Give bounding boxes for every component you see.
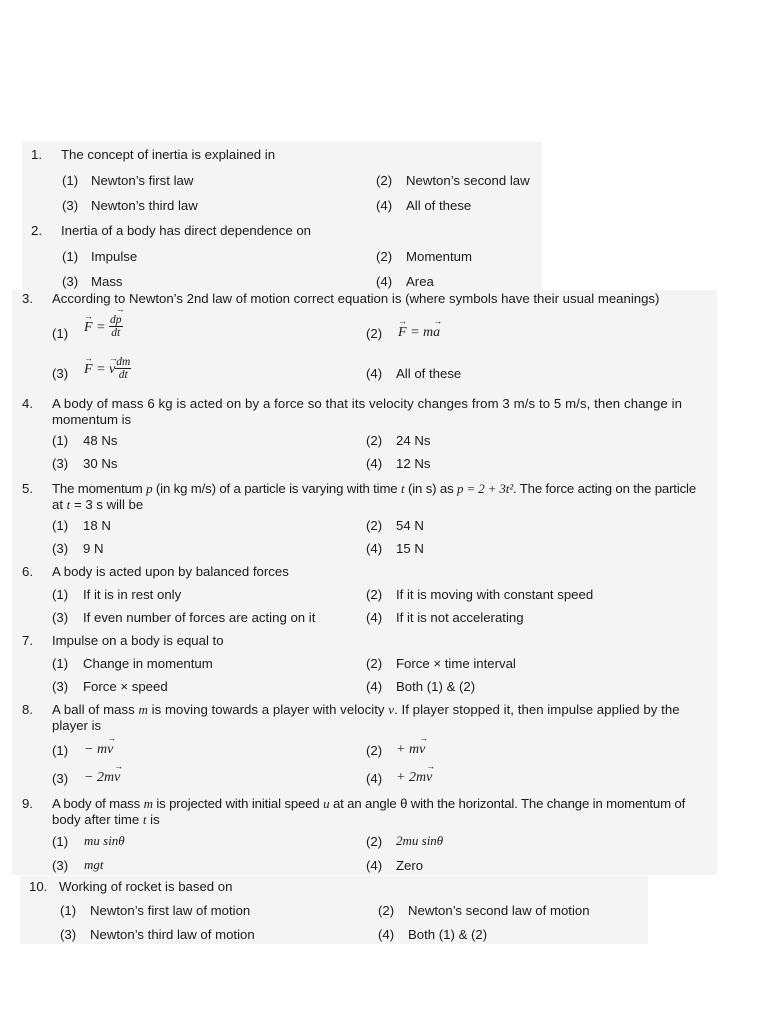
option-text[interactable]: Zero bbox=[396, 858, 424, 873]
question-text: The concept of inertia is explained in bbox=[61, 147, 276, 162]
option-number: (3) bbox=[60, 927, 77, 942]
option-number: (3) bbox=[52, 456, 69, 471]
question-number: 10. bbox=[29, 879, 48, 894]
option-text[interactable]: Impulse bbox=[91, 249, 138, 264]
option-formula-ma[interactable]: → F = m→ a bbox=[398, 325, 440, 341]
option-text[interactable]: Newton’s second law bbox=[406, 173, 530, 188]
option-formula-minus-2mv[interactable]: − 2m→ v bbox=[84, 770, 120, 786]
question-text-line-2: body after time t is bbox=[52, 812, 160, 827]
option-number: (4) bbox=[376, 198, 393, 213]
option-number: (3) bbox=[62, 274, 79, 289]
question-number: 2. bbox=[31, 223, 42, 238]
option-text[interactable]: Newton’s second law of motion bbox=[408, 903, 590, 918]
option-number: (3) bbox=[52, 858, 69, 873]
option-number: (1) bbox=[62, 173, 79, 188]
option-number: (1) bbox=[52, 743, 69, 758]
option-text[interactable]: If it is in rest only bbox=[83, 587, 182, 602]
option-text[interactable]: If it is not accelerating bbox=[396, 610, 524, 625]
option-text[interactable]: All of these bbox=[406, 198, 472, 213]
option-text[interactable]: 18 N bbox=[83, 518, 111, 533]
option-number: (4) bbox=[378, 927, 395, 942]
option-formula-plus-mv[interactable]: + m→ v bbox=[396, 742, 425, 758]
question-text: The momentum p (in kg m/s) of a particle is varying with time t (in s) as p = 2 + 3t². The force acting on the particle bbox=[52, 481, 697, 496]
option-number: (1) bbox=[60, 903, 77, 918]
option-text[interactable]: Area bbox=[406, 274, 434, 289]
question-number: 8. bbox=[22, 702, 33, 717]
question-number: 1. bbox=[31, 147, 42, 162]
option-number: (1) bbox=[52, 834, 69, 849]
option-number: (2) bbox=[366, 743, 383, 758]
option-text[interactable]: Newton’s first law of motion bbox=[90, 903, 251, 918]
question-text: According to Newton’s 2nd law of motion correct equation is (where symbols have their usual meanings) bbox=[52, 291, 660, 306]
question-text: A ball of mass m is moving towards a player with velocity v. If player stopped it, then impulse applied by the bbox=[52, 702, 680, 717]
option-formula-minus-mv[interactable]: − m→ v bbox=[84, 742, 113, 758]
option-text[interactable]: Both (1) & (2) bbox=[408, 927, 488, 942]
option-text[interactable]: mu sinθ bbox=[84, 833, 125, 848]
option-number: (2) bbox=[366, 518, 383, 533]
question-text: A body of mass m is projected with initial speed u at an angle θ with the horizontal. The change in momentum of bbox=[52, 796, 686, 811]
option-number: (4) bbox=[366, 366, 383, 381]
option-number: (1) bbox=[52, 518, 69, 533]
question-text: Inertia of a body has direct dependence on bbox=[61, 223, 312, 238]
option-number: (2) bbox=[378, 903, 395, 918]
option-text[interactable]: 24 Ns bbox=[396, 433, 431, 448]
option-number: (3) bbox=[52, 366, 69, 381]
question-number: 5. bbox=[22, 481, 33, 496]
option-number: (3) bbox=[52, 610, 69, 625]
option-number: (1) bbox=[52, 326, 69, 341]
question-number: 3. bbox=[22, 291, 33, 306]
option-text[interactable]: 2mu sinθ bbox=[396, 833, 444, 848]
question-text: Impulse on a body is equal to bbox=[52, 633, 224, 648]
option-number: (4) bbox=[366, 858, 383, 873]
option-number: (2) bbox=[366, 326, 383, 341]
question-text-line-2: player is bbox=[52, 718, 102, 733]
option-number: (4) bbox=[376, 274, 393, 289]
option-formula-plus-2mv[interactable]: + 2m→ v bbox=[396, 770, 432, 786]
option-number: (4) bbox=[366, 679, 383, 694]
option-text[interactable]: 30 Ns bbox=[83, 456, 118, 471]
option-number: (4) bbox=[366, 456, 383, 471]
question-number: 9. bbox=[22, 796, 33, 811]
option-formula-v-dm-dt[interactable]: → F = → v $\frac{dm}{dt}$ bbox=[84, 356, 131, 381]
question-number: 6. bbox=[22, 564, 33, 579]
option-formula-dp-dt[interactable]: → F = $\frac{d\to p}{dt}$ bbox=[84, 314, 123, 339]
question-text-line-2: at t = 3 s will be bbox=[52, 497, 144, 512]
option-number: (2) bbox=[376, 173, 393, 188]
option-number: (3) bbox=[52, 541, 69, 556]
option-number: (4) bbox=[366, 610, 383, 625]
option-text[interactable]: 48 Ns bbox=[83, 433, 118, 448]
option-number: (3) bbox=[52, 771, 69, 786]
option-number: (2) bbox=[366, 433, 383, 448]
option-text[interactable]: mgt bbox=[84, 857, 104, 872]
option-text[interactable]: Newton’s third law bbox=[91, 198, 198, 213]
option-number: (4) bbox=[366, 541, 383, 556]
option-text[interactable]: Mass bbox=[91, 274, 123, 289]
option-text[interactable]: Change in momentum bbox=[83, 656, 213, 671]
option-text[interactable]: 9 N bbox=[83, 541, 104, 556]
option-number: (2) bbox=[366, 656, 383, 671]
option-text[interactable]: Newton’s first law bbox=[91, 173, 194, 188]
option-number: (2) bbox=[366, 834, 383, 849]
option-text[interactable]: 12 Ns bbox=[396, 456, 431, 471]
option-number: (3) bbox=[52, 679, 69, 694]
option-number: (2) bbox=[366, 587, 383, 602]
option-number: (4) bbox=[366, 771, 383, 786]
question-number: 4. bbox=[22, 396, 33, 411]
option-text[interactable]: If even number of forces are acting on it bbox=[83, 610, 316, 625]
question-text: A body of mass 6 kg is acted on by a force so that its velocity changes from 3 m/s to 5 m/s, then change in bbox=[52, 396, 683, 411]
option-number: (3) bbox=[62, 198, 79, 213]
question-number: 7. bbox=[22, 633, 33, 648]
option-text[interactable]: Force × time interval bbox=[396, 656, 516, 671]
option-number: (2) bbox=[376, 249, 393, 264]
question-text: Working of rocket is based on bbox=[59, 879, 233, 894]
option-text[interactable]: Force × speed bbox=[83, 679, 168, 694]
option-text[interactable]: Newton’s third law of motion bbox=[90, 927, 255, 942]
option-text[interactable]: Both (1) & (2) bbox=[396, 679, 476, 694]
option-number: (1) bbox=[52, 587, 69, 602]
option-text[interactable]: 15 N bbox=[396, 541, 424, 556]
option-text[interactable]: 54 N bbox=[396, 518, 424, 533]
option-number: (1) bbox=[62, 249, 79, 264]
option-text[interactable]: If it is moving with constant speed bbox=[396, 587, 594, 602]
question-text: A body is acted upon by balanced forces bbox=[52, 564, 289, 579]
option-number: (1) bbox=[52, 433, 69, 448]
scan-shade-top bbox=[22, 142, 542, 290]
option-text[interactable]: All of these bbox=[396, 366, 462, 381]
question-text-line-2: momentum is bbox=[52, 412, 132, 427]
option-text[interactable]: Momentum bbox=[406, 249, 472, 264]
option-number: (1) bbox=[52, 656, 69, 671]
